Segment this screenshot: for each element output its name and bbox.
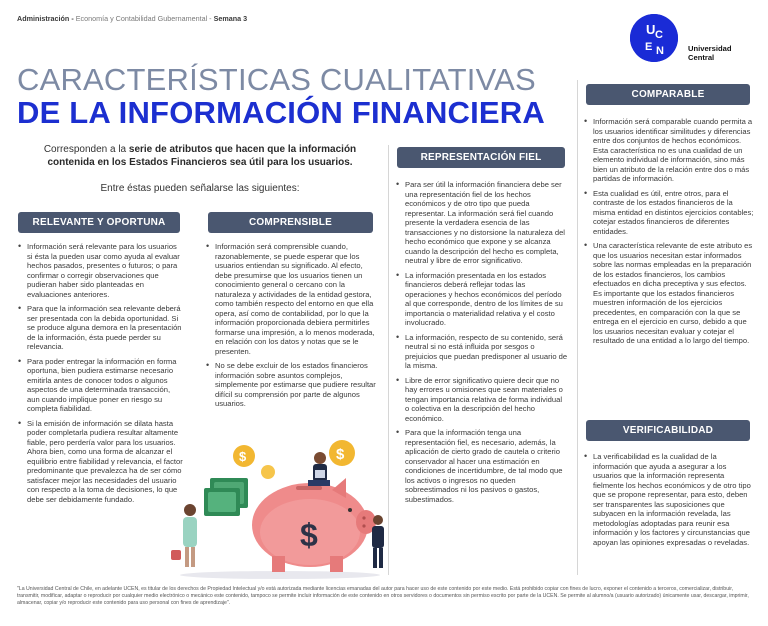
page-title-line1: CARACTERÍSTICAS CUALITATIVAS	[17, 62, 536, 97]
list-representacion	[396, 180, 568, 509]
ucen-logo-icon	[630, 14, 678, 62]
list-item: • Para poder entregar la información en forma oportuna, bien pudiera estimarse necesario emitirla antes de conocer todos o algunos aspectos de una determinada transacción, aun cuando implique poner en riesgo su completa fiabilidad.	[18, 357, 184, 414]
list-item: • Información será comparable cuando permita a los usuarios identificar similitudes y diferencias entre dos conjuntos de hechos económicos. Esta característica no es una cualidad de un elemento individual de información, sino más bien un atributo de la relación entre dos o más partidas de información.	[584, 117, 754, 184]
intro-text: Corresponden a la	[43, 144, 129, 155]
piggy-bank-svg	[160, 430, 390, 580]
university-logo	[630, 14, 760, 64]
logo-text	[688, 44, 731, 62]
legal-footer: "La Universidad Central de Chile, en adelante UCEN, es titular de los derechos de Propiedad Intelectual y/o está autorizada mediante licencias emanadas del autor para hacer uso de este contenido por este medio. Está prohibido copiar con fines de lucro, exponer el contenido a terceros, comercializar, distribuir, transmitir, modificar, adaptar o reproducir por cualquier medio electrónico o mecánico este contenido, tampoco se permite incluir información de este contenido en otros servidores o documentos sin permiso escrito por parte de la UCEN. Se permite al alumno/a (usuario autorizado) únicamente usar, descargar, imprimir, almacenar, copiar y/o reproducir este contenido para uso personal con fines de aprendizaje".	[17, 586, 749, 606]
svg-text:C: C	[655, 29, 663, 41]
svg-text:$: $	[300, 517, 318, 553]
section-header-representacion: REPRESENTACIÓN FIEL	[397, 147, 565, 168]
list-item: • No se debe excluir de los estados financieros información sobre asuntos complejos, simplemente por estimarse que pudiere resultar difícil su comprensión por parte de algunos usuarios.	[206, 361, 378, 409]
breadcrumb-section: Administración -	[17, 14, 74, 23]
svg-text:U: U	[646, 22, 656, 37]
list-comparable	[584, 117, 754, 351]
ucen-logo-mark	[630, 14, 678, 62]
logo-line2: Central	[688, 53, 715, 62]
breadcrumb-week: Semana 3	[213, 14, 248, 23]
list-item: • La verificabilidad es la cualidad de la información que ayuda a asegurar a los usuarios que la información representa fielmente los hechos económicos y de otro tipo que se propone representar, para esto, deben ser transparentes las suposiciones que subyacen en la información revelada, las metodologías adoptadas para reunir esa información y los factores y circunstancias que apoyan las opiniones expresadas o reveladas.	[584, 452, 754, 547]
intro-lead-in: Entre éstas pueden señalarse las siguientes:	[100, 183, 300, 194]
page-title-line2: DE LA INFORMACIÓN FINANCIERA	[17, 95, 545, 130]
list-item: • Información será comprensible cuando, razonablemente, se puede esperar que los usuarios entiendan su significado. Al efecto, debe presumirse que los usuarios tienen un conocimiento general o cercano con la naturaleza y actividades de la entidad gestora, como también respecto del entorno en que ella opera, así como de contabilidad, por lo que la información proporcionada debiera permitirles formarse una impresión, a lo menos moderada, en relación con los datos y notas que se le presenten.	[206, 242, 378, 356]
logo-line1: Universidad	[688, 44, 732, 53]
section-header-comprensible: COMPRENSIBLE	[208, 212, 373, 233]
breadcrumb-course: Economía y Contabilidad Gubernamental -	[75, 14, 212, 23]
section-header-relevante: RELEVANTE Y OPORTUNA	[18, 212, 180, 233]
piggy-bank-illustration	[160, 430, 390, 580]
list-verificabilidad	[584, 452, 754, 552]
list-item: • Esta cualidad es útil, entre otros, para el contraste de los estados financieros de la misma entidad en distintos ejercicios contables; cotejar estados financieros de diferentes entidades.	[584, 189, 754, 237]
column-divider	[388, 145, 389, 575]
list-item: • Para que la información sea relevante deberá ser presentada con la debida oportunidad. Si se produce alguna demora en la presentación de la información, ésta puede perder su relevancia.	[18, 304, 184, 352]
section-header-verificabilidad: VERIFICABILIDAD	[586, 420, 750, 441]
intro-paragraph	[20, 143, 380, 169]
svg-text:$: $	[336, 446, 345, 463]
list-item: • Información será relevante para los usuarios si ésta la pueden usar como ayuda al evaluar hechos pasados, presentes o futuros; o para confirmar o corregir observaciones que pudieran haber sido planteadas en evaluaciones anteriores.	[18, 242, 184, 299]
svg-text:N: N	[656, 45, 664, 57]
list-item: • La información, respecto de su contenido, será neutral si no está influida por sesgos o prejuicios que puedan predisponer al usuario de la misma.	[396, 333, 568, 371]
intro-bold-text: serie de atributos que hacen que la información contenida en los Estados Financieros sea útil para los usuarios.	[47, 144, 357, 168]
section-header-comparable: COMPARABLE	[586, 84, 750, 105]
list-item: • Si la emisión de información se dilata hasta poder completarla pudiera resultar altamente fiable, pero perdería valor para los usuarios. Ahora bien, como una forma de alcanzar el equilibrio entre fiabilidad y relevancia, el factor predominante que prevalezca ha de ser cómo satisfacer mejor las necesidades del usuario con respecto a la toma de decisiones, lo que debe ser debidamente fundado.	[18, 419, 184, 505]
list-comprensible	[206, 242, 378, 414]
svg-text:$: $	[239, 449, 247, 464]
breadcrumb	[17, 14, 247, 23]
list-item: • Libre de error significativo quiere decir que no hay errores u omisiones que sean materiales o tengan importancia relativa de forma individual o colectiva en la descripción del hecho económico.	[396, 376, 568, 424]
list-item: • Para ser útil la información financiera debe ser una representación fiel de los hechos económicos y de otro tipo que pueda representar. La información será fiel cuando presente la verdadera esencia de las transacciones y no distorsione la naturaleza del hecho económico que expone y se alcanza cuando la descripción del hecho es completa, neutral y libre de error significativo.	[396, 180, 568, 266]
svg-text:E: E	[645, 41, 653, 53]
list-item: • Para que la información tenga una representación fiel, es necesario, además, la aplicación de cierto grado de cautela o criterio conservador al hacer una estimación en condiciones de incertidumbre, de tal modo que los activos o ingresos no queden sobreestimados ni los pasivos o gastos, subestimados.	[396, 428, 568, 504]
list-item: • Una característica relevante de este atributo es que los usuarios necesitan estar informados sobre las normas empleadas en la preparación de los estados financieros, los cambios efectuados en dicha preceptiva y sus efectos. Es importante que los estados financieros muestren información de los ejercicios precedentes, en comparación con la que se entrega en el ejercicio en curso, debido a que los usuarios necesitan evaluar y cotejar el resultado de una entidad a lo largo del tiempo.	[584, 241, 754, 346]
list-item: • La información presentada en los estados financieros deberá reflejar todas las operaciones y hechos económicos del período al que corresponde, dentro de los límites de su importancia o materialidad relativa y el costo involucrado.	[396, 271, 568, 328]
column-divider	[577, 80, 578, 575]
